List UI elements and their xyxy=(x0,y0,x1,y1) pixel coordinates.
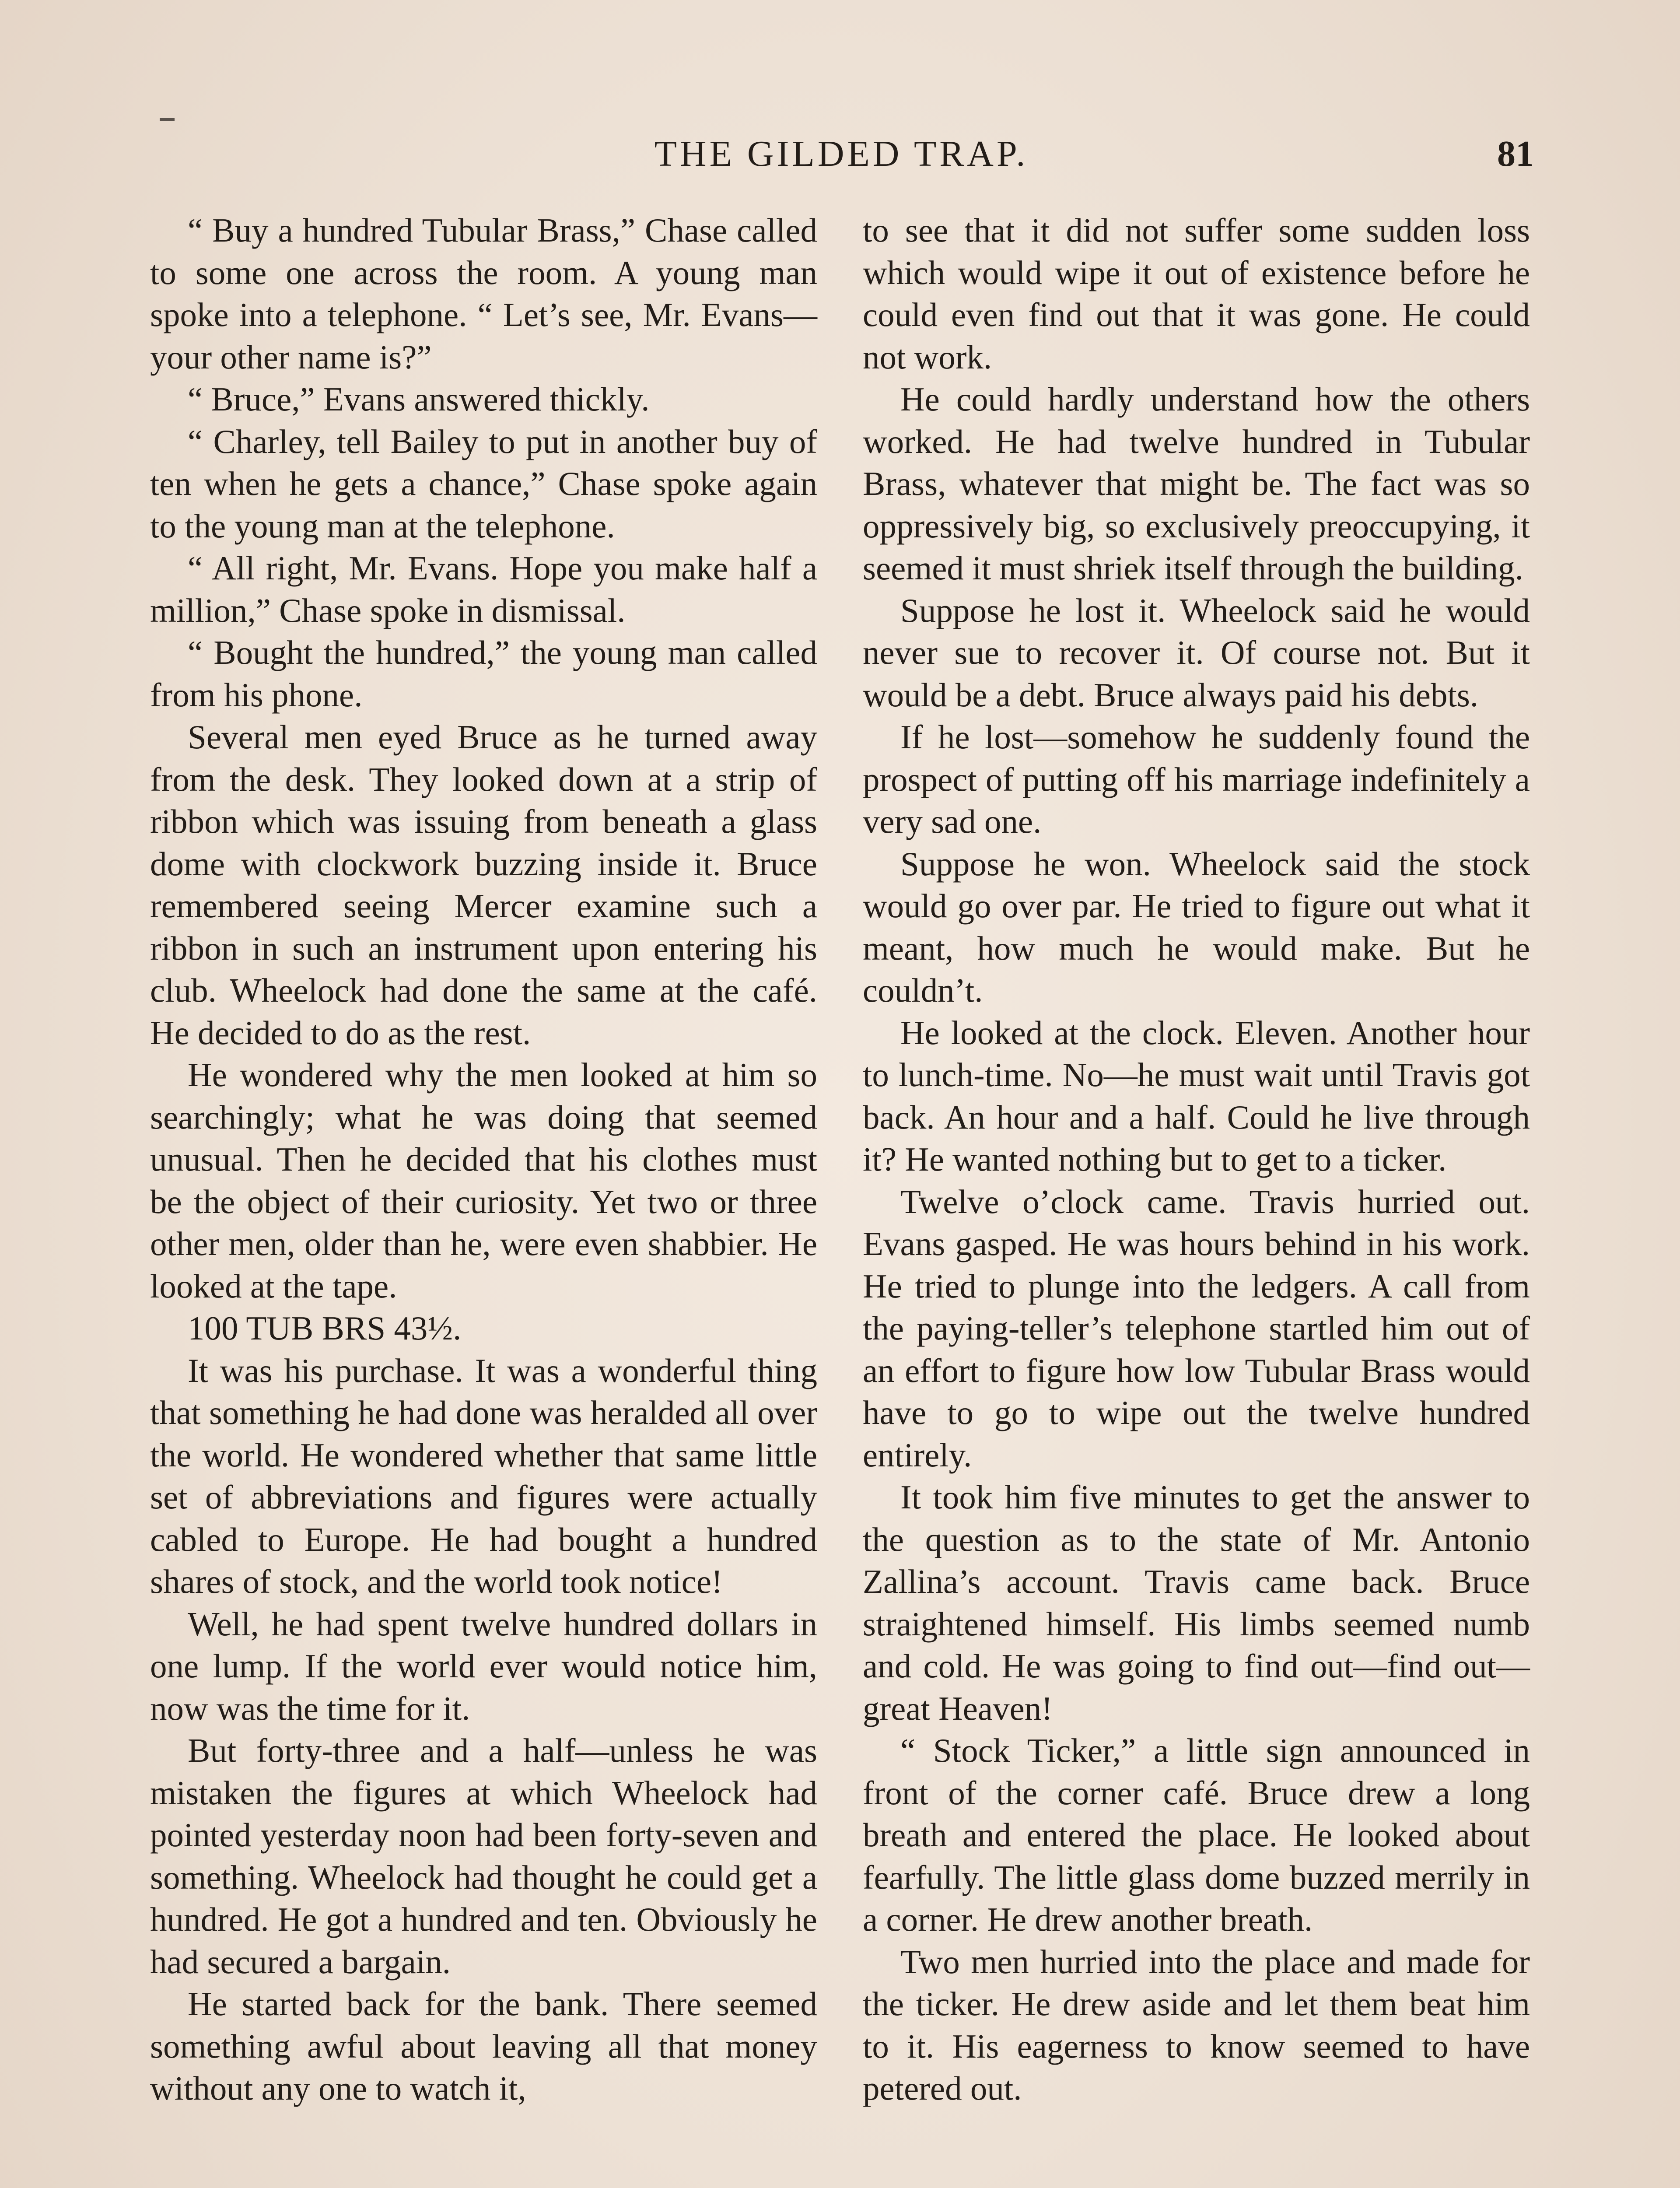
paragraph: Well, he had spent twelve hundred dollars in one lump. If the world ever would notice him, now was the time for it. xyxy=(150,1605,817,1727)
paragraph: He wondered why the men looked at him so searchingly; what he was doing that seemed unusual. Then he decided that his clothes must be the object of their curiosity. Yet two or three other men, older than he, were even shabbier. He looked at the tape. xyxy=(150,1056,817,1305)
paragraph: If he lost—somehow he suddenly found the prospect of putting off his marriage indefinitely a very sad one. xyxy=(863,718,1530,840)
continued-paragraph: to see that it did not suffer some sudden loss which would wipe it out of existence before he could even find out that it was gone. He could not work. xyxy=(863,211,1530,376)
left-text-column xyxy=(150,209,817,2110)
paragraph: “ Bruce,” Evans answered thickly. xyxy=(188,380,650,418)
paragraph: “ Charley, tell Bailey to put in another buy of ten when he gets a chance,” Chase spoke again to the young man at the telephone. xyxy=(150,422,817,545)
paragraph: Suppose he lost it. Wheelock said he would never sue to recover it. Of course not. But it would be a debt. Bruce always paid his debts. xyxy=(863,591,1530,714)
paragraph: Several men eyed Bruce as he turned away from the desk. They looked down at a strip of ribbon which was issuing from beneath a glass dome with clockwork buzzing inside it. Bruce remembered seeing Mercer examine such a ribbon in such an instrument upon entering his club. Wheelock had done the same at the café. He decided to do as the rest. xyxy=(150,718,817,1052)
paragraph: He started back for the bank. There seemed something awful about leaving all that money without any one to watch it, xyxy=(150,1985,817,2107)
paragraph: Twelve o’clock came. Travis hurried out. Evans gasped. He was hours behind in his work. He tried to plunge into the ledgers. A call from the paying-teller’s telephone startled him out of an effort to figure how low Tubular Brass would have to go to wipe out the twelve hundred entirely. xyxy=(863,1182,1530,1474)
right-text-column xyxy=(863,209,1530,2110)
paragraph: He could hardly understand how the others worked. He had twelve hundred in Tubular Brass, whatever that might be. The fact was so oppressively big, so exclusively preoccupying, it seemed it must shriek itself through the building. xyxy=(863,380,1530,587)
paragraph: Two men hurried into the place and made for the ticker. He drew aside and let them beat him to it. His eagerness to know seemed to have petered out. xyxy=(863,1943,1530,2107)
running-title: THE GILDED TRAP. xyxy=(654,133,1029,174)
page-number: 81 xyxy=(1497,133,1534,174)
paragraph: “ Stock Ticker,” a little sign announced in front of the corner café. Bruce drew a long breath and entered the place. He looked about fearfully. The little glass dome buzzed merrily in a corner. He drew another breath. xyxy=(863,1732,1530,1938)
paragraph: “ All right, Mr. Evans. Hope you make half a million,” Chase spoke in dismissal. xyxy=(150,549,817,629)
paragraph: 100 TUB BRS 43½. xyxy=(188,1309,462,1347)
paragraph: But forty-three and a half—unless he was mistaken the figures at which Wheelock had pointed yesterday noon had been forty-seven and something. Wheelock had thought he could get a hundred. He got a hundred and ten. Obviously he had secured a bargain. xyxy=(150,1732,817,1981)
ink-speck xyxy=(160,118,175,121)
paragraph: It took him five minutes to get the answer to the question as to the state of Mr. Antonio Zallina’s account. Travis came back. Bruce straightened himself. His limbs seemed numb and cold. He was going to find out—find out—great Heaven! xyxy=(863,1478,1530,1727)
paragraph: “ Buy a hundred Tubular Brass,” Chase called to some one across the room. A young man spoke into a telephone. “ Let’s see, Mr. Evans—your other name is?” xyxy=(150,211,817,376)
paragraph: It was his purchase. It was a wonderful thing that something he had done was heralded all over the world. He wondered whether that same little set of abbreviations and figures were actually cabled to Europe. He had bought a hundred shares of stock, and the world took notice! xyxy=(150,1351,817,1600)
paragraph: “ Bought the hundred,” the young man called from his phone. xyxy=(150,634,817,714)
paragraph: Suppose he won. Wheelock said the stock would go over par. He tried to figure out what it meant, how much he would make. But he couldn’t. xyxy=(863,845,1530,1009)
page-header xyxy=(149,128,1534,180)
paragraph: He looked at the clock. Eleven. Another hour to lunch-time. No—he must wait until Travis got back. An hour and a half. Could he live through it? He wanted nothing but to get to a ticker. xyxy=(863,1013,1530,1178)
